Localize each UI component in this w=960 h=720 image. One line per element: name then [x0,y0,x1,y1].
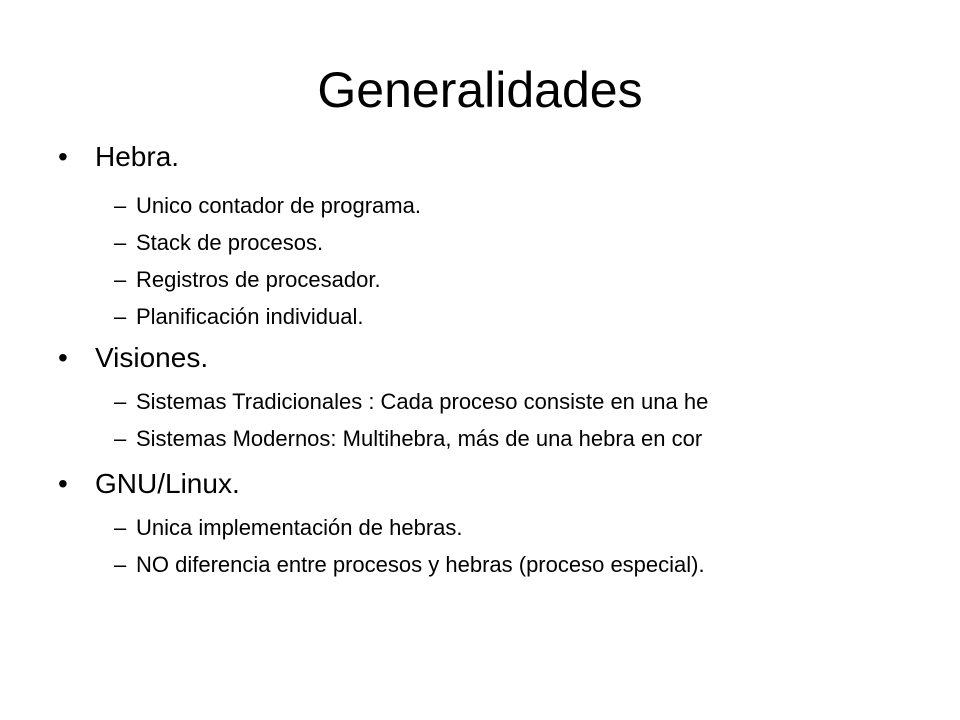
bullet-visiones [58,341,208,375]
bullet-heading: Hebra. [95,141,180,172]
sub-item-text: Unico contador de programa. [136,193,421,218]
bullet-hebra [58,140,179,174]
sub-item [114,551,705,579]
bullet-heading: GNU/Linux. [95,468,240,499]
sub-item-text: Sistemas Tradicionales : Cada proceso consiste en una he [136,389,709,414]
dash-marker: – [114,267,127,292]
bullet-marker: • [58,141,68,172]
sub-item-text: Sistemas Modernos: Multihebra, más de una hebra en cor [136,426,703,451]
dash-marker: – [114,515,127,540]
sub-item-text: Registros de procesador. [136,267,381,292]
dash-marker: – [114,552,127,577]
sub-item [114,425,702,453]
sub-item [114,192,421,220]
sub-item-text: Unica implementación de hebras. [136,515,463,540]
sub-item [114,303,363,331]
sub-item-text: NO diferencia entre procesos y hebras (proceso especial). [136,552,705,577]
dash-marker: – [114,193,127,218]
bullet-marker: • [58,342,68,373]
sub-item-text: Planificación individual. [136,304,364,329]
sub-item [114,514,463,542]
dash-marker: – [114,230,127,255]
slide-title: Generalidades [317,62,643,118]
dash-marker: – [114,426,127,451]
sub-item [114,266,381,294]
bullet-heading: Visiones. [95,342,209,373]
dash-marker: – [114,304,127,329]
bullet-gnu-linux [58,467,240,501]
sub-item [114,229,323,257]
bullet-marker: • [58,468,68,499]
sub-item-text: Stack de procesos. [136,230,324,255]
sub-item [114,388,708,416]
dash-marker: – [114,389,127,414]
